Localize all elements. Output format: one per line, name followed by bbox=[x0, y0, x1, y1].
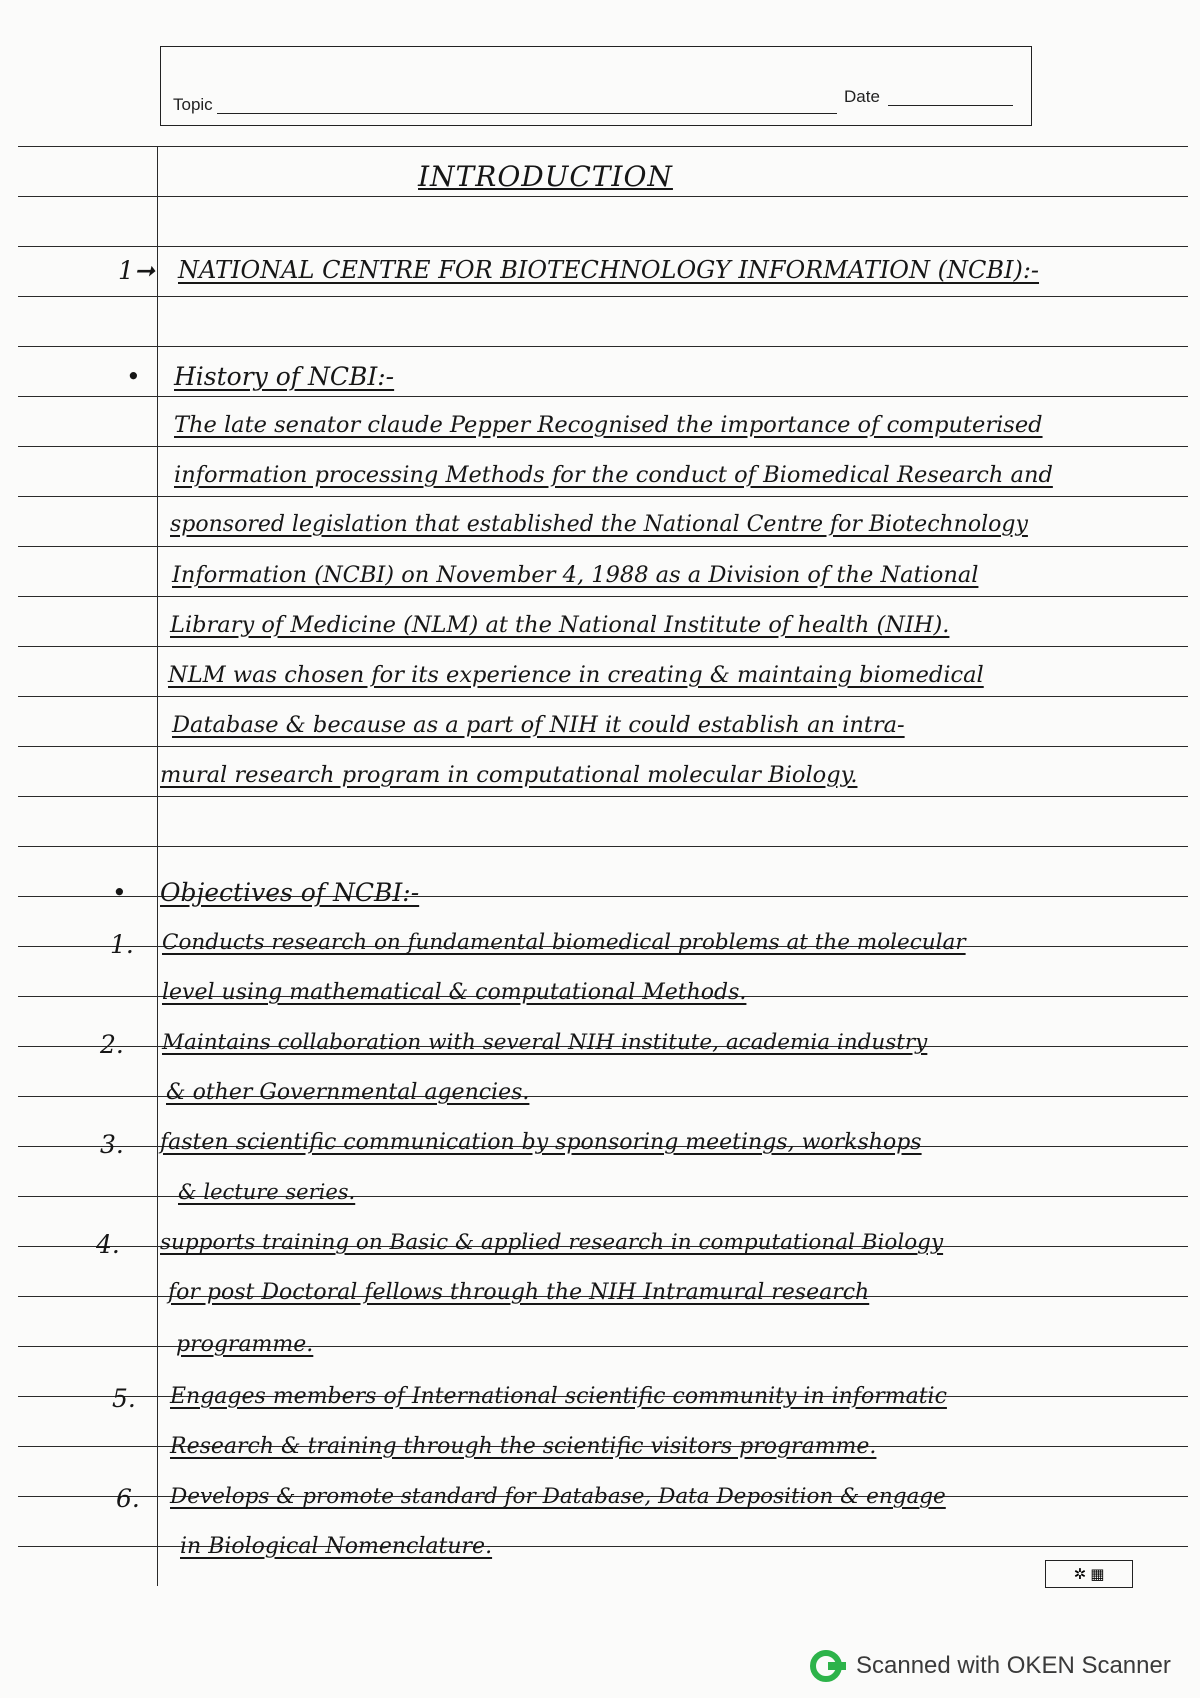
history-line: information processing Methods for the conduct of Biomedical Research and bbox=[174, 462, 1053, 488]
section-marker: 1➞ bbox=[118, 256, 155, 285]
objective-number: 2. bbox=[100, 1030, 124, 1059]
objective-line: Develops & promote standard for Database, Data Deposition & engage bbox=[170, 1484, 946, 1509]
scanner-watermark-text: Scanned with OKEN Scanner bbox=[856, 1652, 1171, 1679]
objective-line: Maintains collaboration with several NIH institute, academia industry bbox=[162, 1030, 928, 1055]
oken-scanner-logo-icon bbox=[810, 1648, 846, 1684]
ruled-line bbox=[18, 446, 1188, 447]
objective-line: Conducts research on fundamental biomedical problems at the molecular bbox=[162, 930, 966, 955]
objective-line: supports training on Basic & applied research in computational Biology bbox=[160, 1230, 944, 1255]
history-line: NLM was chosen for its experience in creating & maintaing biomedical bbox=[168, 662, 984, 688]
history-bullet: • bbox=[126, 362, 141, 391]
objective-number: 1. bbox=[110, 930, 134, 959]
topic-line bbox=[217, 113, 837, 114]
objective-line: programme. bbox=[176, 1332, 314, 1357]
date-label: Date bbox=[844, 87, 880, 106]
ruled-line bbox=[18, 746, 1188, 747]
objective-line: in Biological Nomenclature. bbox=[180, 1534, 493, 1559]
history-heading: History of NCBI:- bbox=[174, 362, 395, 391]
objectives-heading: Objectives of NCBI:- bbox=[160, 878, 420, 907]
topic-label: Topic bbox=[173, 95, 213, 114]
history-line: mural research program in computational molecular Biology. bbox=[160, 762, 858, 788]
section-heading: NATIONAL CENTRE FOR BIOTECHNOLOGY INFORMATION (NCBI):- bbox=[178, 256, 1040, 284]
ruled-line bbox=[18, 396, 1188, 397]
brand-mark-icon: ▦ bbox=[1090, 1565, 1105, 1583]
history-line: Information (NCBI) on November 4, 1988 as a Division of the National bbox=[172, 562, 979, 588]
ruled-line bbox=[18, 246, 1188, 247]
objective-line: for post Doctoral fellows through the NIH Intramural research bbox=[168, 1280, 870, 1305]
objective-number: 4. bbox=[96, 1230, 120, 1259]
objective-line: Engages members of International scientific community in informatic bbox=[170, 1384, 947, 1409]
ruled-line bbox=[18, 546, 1188, 547]
ruled-line bbox=[18, 646, 1188, 647]
ruled-line bbox=[18, 296, 1188, 297]
notebook-brand-stamp bbox=[1045, 1560, 1133, 1588]
ruled-line bbox=[18, 196, 1188, 197]
objectives-bullet: • bbox=[112, 878, 127, 907]
objective-line: & other Governmental agencies. bbox=[166, 1080, 530, 1105]
history-line: Database & because as a part of NIH it could establish an intra- bbox=[172, 712, 905, 738]
history-line: Library of Medicine (NLM) at the National Institute of health (NIH). bbox=[170, 612, 950, 638]
history-line: sponsored legislation that established the National Centre for Biotechnology bbox=[170, 512, 1028, 537]
brand-emblem-icon: ✲ bbox=[1073, 1565, 1087, 1583]
ruled-line bbox=[18, 346, 1188, 347]
history-line: The late senator claude Pepper Recognised the importance of computerised bbox=[174, 412, 1043, 438]
ruled-line bbox=[18, 146, 1188, 147]
objective-number: 6. bbox=[116, 1484, 140, 1513]
objective-number: 3. bbox=[100, 1130, 124, 1159]
scanner-watermark bbox=[810, 1648, 1171, 1684]
objective-line: Research & training through the scientific visitors programme. bbox=[170, 1434, 877, 1459]
ruled-line bbox=[18, 496, 1188, 497]
page-title: INTRODUCTION bbox=[418, 160, 673, 193]
objective-line: & lecture series. bbox=[178, 1180, 356, 1204]
ruled-line bbox=[18, 846, 1188, 847]
objective-line: level using mathematical & computational Methods. bbox=[162, 980, 747, 1005]
objective-line: fasten scientific communication by sponsoring meetings, workshops bbox=[160, 1130, 922, 1155]
margin-line bbox=[157, 146, 158, 1586]
ruled-line bbox=[18, 696, 1188, 697]
ruled-line bbox=[18, 796, 1188, 797]
topic-date-box bbox=[160, 46, 1032, 126]
ruled-line bbox=[18, 596, 1188, 597]
objective-number: 5. bbox=[112, 1384, 136, 1413]
date-line bbox=[888, 105, 1013, 106]
